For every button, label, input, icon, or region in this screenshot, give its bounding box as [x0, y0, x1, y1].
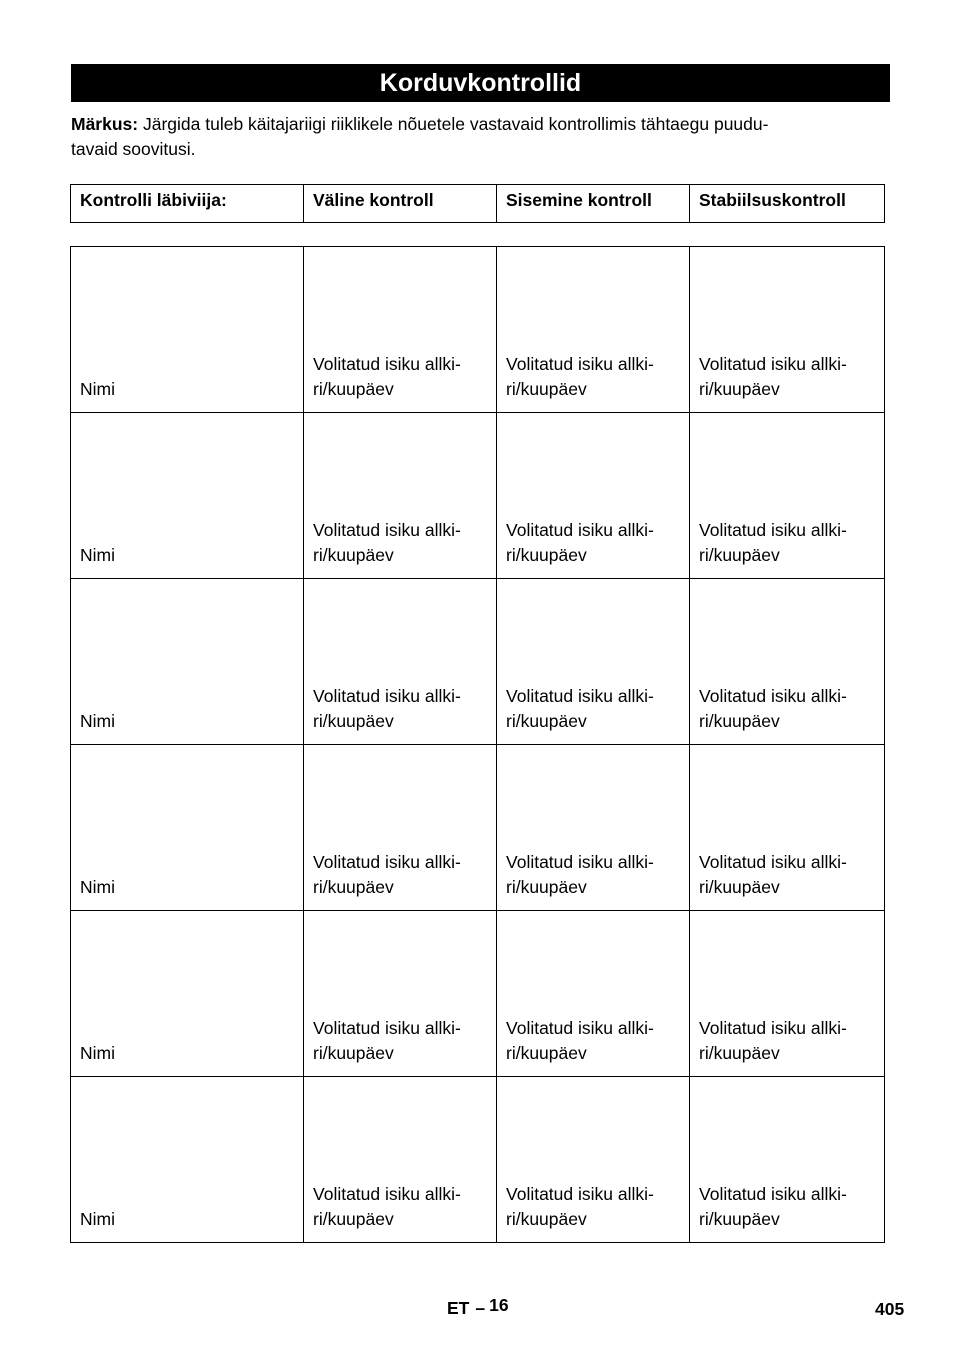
signature-label-line-1: Volitatud isiku allki- — [313, 686, 461, 706]
record-name-cell[interactable] — [71, 247, 304, 413]
record-row — [71, 579, 885, 745]
record-row — [71, 413, 885, 579]
header-inspector: Kontrolli läbiviija: — [71, 185, 304, 223]
signature-label-line-2: ri/kuupäev — [506, 711, 587, 731]
record-name-cell[interactable] — [71, 413, 304, 579]
name-label: Nimi — [80, 1043, 115, 1063]
header-row — [71, 185, 885, 223]
header-external-check: Väline kontroll — [304, 185, 497, 223]
note-paragraph — [71, 112, 887, 162]
record-signature-cell-external[interactable] — [304, 745, 497, 911]
signature-label-line-1: Volitatud isiku allki- — [699, 1018, 847, 1038]
record-signature-cell-stability[interactable] — [690, 413, 885, 579]
signature-label-line-2: ri/kuupäev — [313, 877, 394, 897]
record-signature-cell-external[interactable] — [304, 579, 497, 745]
record-signature-cell-internal[interactable] — [497, 911, 690, 1077]
signature-label-line-2: ri/kuupäev — [699, 877, 780, 897]
record-signature-cell-stability[interactable] — [690, 247, 885, 413]
record-signature-cell-external[interactable] — [304, 413, 497, 579]
record-signature-cell-stability[interactable] — [690, 1077, 885, 1243]
record-row — [71, 247, 885, 413]
name-label: Nimi — [80, 1209, 115, 1229]
signature-label-line-1: Volitatud isiku allki- — [699, 852, 847, 872]
signature-label-line-1: Volitatud isiku allki- — [313, 1184, 461, 1204]
record-signature-cell-stability[interactable] — [690, 745, 885, 911]
signature-label-line-2: ri/kuupäev — [699, 1043, 780, 1063]
name-label: Nimi — [80, 711, 115, 731]
footer-dash: – — [475, 1298, 486, 1318]
signature-label-line-1: Volitatud isiku allki- — [313, 852, 461, 872]
signature-label-line-1: Volitatud isiku allki- — [699, 354, 847, 374]
record-signature-cell-stability[interactable] — [690, 579, 885, 745]
footer-language: ET — [447, 1298, 470, 1318]
signature-label-line-2: ri/kuupäev — [699, 711, 780, 731]
signature-label-line-2: ri/kuupäev — [699, 1209, 780, 1229]
record-signature-cell-internal[interactable] — [497, 413, 690, 579]
signature-label-line-2: ri/kuupäev — [313, 1043, 394, 1063]
record-name-cell[interactable] — [71, 745, 304, 911]
signature-label-line-2: ri/kuupäev — [699, 379, 780, 399]
name-label: Nimi — [80, 545, 115, 565]
inspection-record-table — [70, 246, 885, 1243]
footer-page-label — [447, 1295, 509, 1319]
header-internal-check: Sisemine kontroll — [497, 185, 690, 223]
signature-label-line-2: ri/kuupäev — [506, 877, 587, 897]
record-signature-cell-internal[interactable] — [497, 247, 690, 413]
signature-label-line-2: ri/kuupäev — [506, 545, 587, 565]
record-name-cell[interactable] — [71, 579, 304, 745]
note-text-2: tavaid soovitusi. — [71, 139, 196, 159]
signature-label-line-1: Volitatud isiku allki- — [313, 520, 461, 540]
record-signature-cell-external[interactable] — [304, 911, 497, 1077]
record-row — [71, 911, 885, 1077]
page-title: Korduvkontrollid — [71, 64, 890, 102]
signature-label-line-1: Volitatud isiku allki- — [506, 1184, 654, 1204]
signature-label-line-2: ri/kuupäev — [506, 1209, 587, 1229]
signature-label-line-2: ri/kuupäev — [313, 379, 394, 399]
note-label: Märkus: — [71, 114, 139, 134]
record-signature-cell-external[interactable] — [304, 247, 497, 413]
record-row — [71, 1077, 885, 1243]
signature-label-line-2: ri/kuupäev — [699, 545, 780, 565]
note-text-1: Järgida tuleb käitajariigi riiklikele nõuetele vastavaid kontrollimis tähtaegu puudu- — [138, 114, 769, 134]
record-signature-cell-stability[interactable] — [690, 911, 885, 1077]
signature-label-line-2: ri/kuupäev — [506, 379, 587, 399]
record-name-cell[interactable] — [71, 1077, 304, 1243]
signature-label-line-1: Volitatud isiku allki- — [506, 520, 654, 540]
footer-global-page: 405 — [875, 1299, 905, 1319]
footer-local-page: 16 — [489, 1295, 509, 1315]
signature-label-line-1: Volitatud isiku allki- — [506, 354, 654, 374]
signature-label-line-2: ri/kuupäev — [313, 711, 394, 731]
signature-label-line-1: Volitatud isiku allki- — [506, 1018, 654, 1038]
signature-label-line-1: Volitatud isiku allki- — [313, 354, 461, 374]
signature-label-line-1: Volitatud isiku allki- — [506, 686, 654, 706]
signature-label-line-1: Volitatud isiku allki- — [699, 520, 847, 540]
signature-label-line-2: ri/kuupäev — [313, 1209, 394, 1229]
signature-label-line-1: Volitatud isiku allki- — [699, 1184, 847, 1204]
signature-label-line-1: Volitatud isiku allki- — [506, 852, 654, 872]
note-line-1 — [71, 112, 887, 137]
record-name-cell[interactable] — [71, 911, 304, 1077]
record-row — [71, 745, 885, 911]
signature-label-line-2: ri/kuupäev — [506, 1043, 587, 1063]
signature-label-line-1: Volitatud isiku allki- — [699, 686, 847, 706]
record-signature-cell-external[interactable] — [304, 1077, 497, 1243]
header-stability-check: Stabiilsuskontroll — [690, 185, 885, 223]
inspection-header-table — [70, 184, 885, 223]
signature-label-line-2: ri/kuupäev — [313, 545, 394, 565]
name-label: Nimi — [80, 379, 115, 399]
record-signature-cell-internal[interactable] — [497, 1077, 690, 1243]
record-signature-cell-internal[interactable] — [497, 579, 690, 745]
name-label: Nimi — [80, 877, 115, 897]
record-signature-cell-internal[interactable] — [497, 745, 690, 911]
signature-label-line-1: Volitatud isiku allki- — [313, 1018, 461, 1038]
